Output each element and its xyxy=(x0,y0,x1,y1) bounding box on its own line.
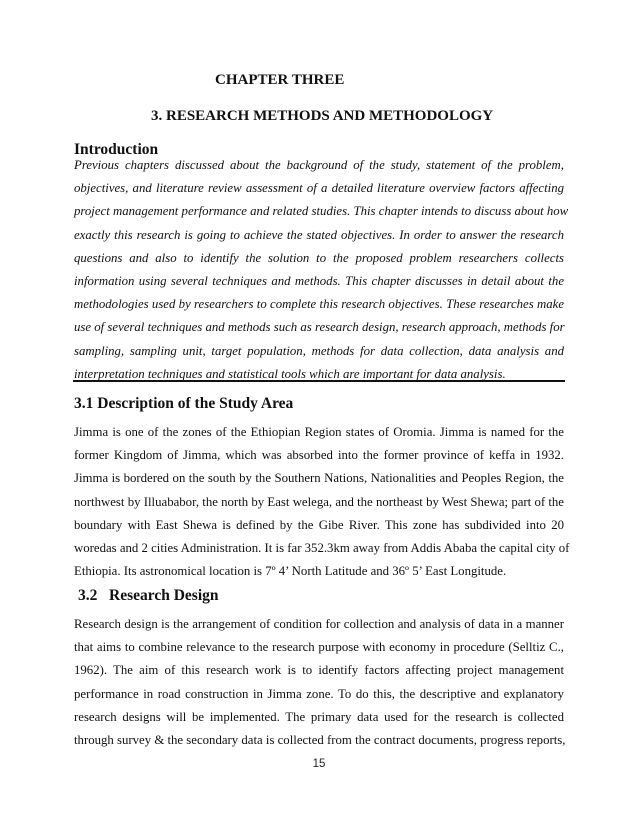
paragraph-line: through survey & the secondary data is collected from the contract documents, progress reports, xyxy=(74,732,566,747)
introduction-heading: Introduction xyxy=(74,141,159,158)
page-number: 15 xyxy=(312,758,326,770)
section-3-1-paragraph xyxy=(74,421,570,583)
intro-line: methodologies used by researchers to complete this research objectives. These researches make xyxy=(74,297,564,312)
paragraph-line: 1962). The aim of this research work is to identify factors affecting project management xyxy=(74,663,564,678)
paragraph-line: former Kingdom of Jimma, which was absorbed into the former province of keffa in 1932. xyxy=(74,448,564,463)
intro-line: questions and also to identify the solution to the proposed problem researchers collects xyxy=(74,250,564,265)
paragraph-line: northwest by Illuababor, the north by East welega, and the northeast by West Shewa; part of the xyxy=(74,494,564,509)
paragraph-line: performance in road construction in Jimma zone. To do this, the descriptive and explanatory xyxy=(74,686,564,701)
paragraph-line: that aims to combine relevance to the research purpose with economy in procedure (Selltiz C., xyxy=(74,640,564,655)
paragraph-line: Research design is the arrangement of condition for collection and analysis of data in a manner xyxy=(74,617,564,631)
paragraph-line: woredas and 2 cities Administration. It is far 352.3km away from Addis Ababa the capital city of xyxy=(74,540,570,555)
introduction-paragraph xyxy=(74,154,569,386)
intro-line: project management performance and related studies. This chapter intends to discuss about how xyxy=(74,204,569,219)
intro-line: exactly this research is going to achieve the stated objectives. In order to answer the research xyxy=(74,227,564,242)
section-3-2-heading: 3.2 Research Design xyxy=(78,587,219,604)
paragraph-line: Ethiopia. Its astronomical location is 7º 4’ North Latitude and 36º 5’ East Longitude. xyxy=(74,564,507,579)
paragraph-line: Jimma is bordered on the south by the Southern Nations, Nationalities and Peoples Region, the xyxy=(74,471,564,486)
intro-line: interpretation techniques and statistical tools which are important for data analysis. xyxy=(74,366,506,381)
chapter-label: CHAPTER THREE xyxy=(215,72,345,88)
intro-line: Previous chapters discussed about the background of the study, statement of the problem, xyxy=(74,158,564,172)
section-title: 3. RESEARCH METHODS AND METHODOLOGY xyxy=(151,108,494,124)
paragraph-line: Jimma is one of the zones of the Ethiopian Region states of Oromia. Jimma is named for the xyxy=(74,425,564,439)
paragraph-line: research designs will be implemented. The primary data used for the research is collected xyxy=(74,709,564,724)
section-3-2-paragraph xyxy=(74,613,564,752)
intro-line: sampling, sampling unit, target population, methods for data collection, data analysis and xyxy=(74,343,564,358)
horizontal-rule xyxy=(73,380,565,382)
paragraph-line: boundary with East Shewa is defined by the Gibe River. This zone has subdivided into 20 xyxy=(74,517,564,532)
section-3-1-heading: 3.1 Description of the Study Area xyxy=(74,395,294,412)
intro-line: objectives, and literature review assessment of a detailed literature overview factors affecting xyxy=(74,181,564,196)
intro-line: use of several techniques and methods such as research design, research approach, methods for xyxy=(74,320,565,335)
intro-line: information using several techniques and methods. This chapter discusses in detail about the xyxy=(74,273,564,288)
